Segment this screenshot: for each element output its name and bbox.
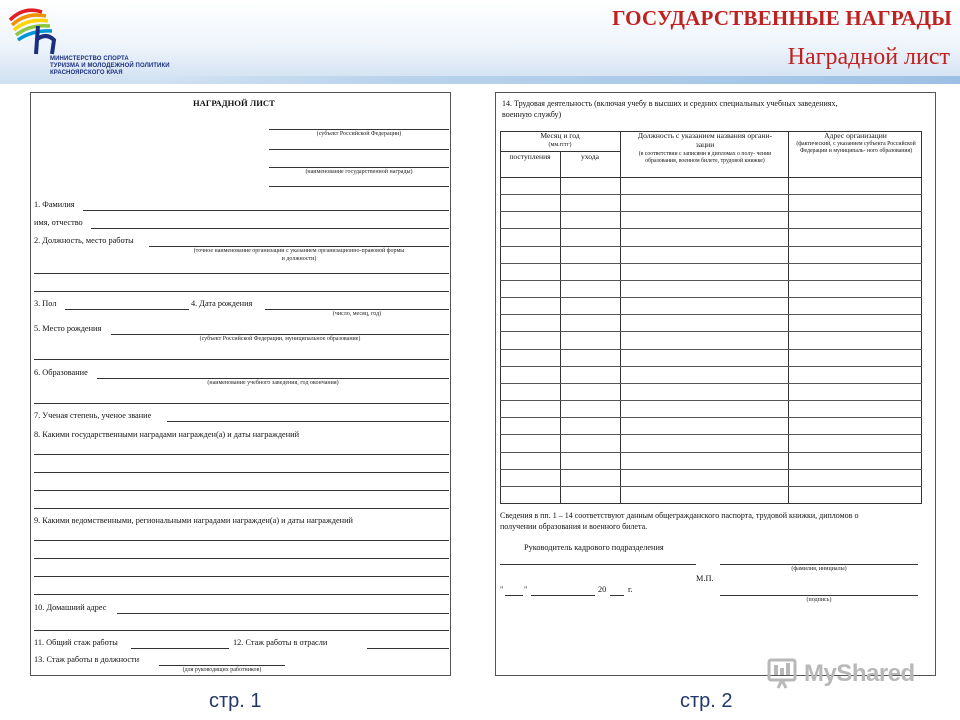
field-education-label: 6. Образование [34, 368, 88, 377]
table-row [500, 417, 922, 418]
position-exp-hint: (для руководящих работников) [182, 667, 262, 673]
hr-signature-line[interactable] [500, 564, 696, 565]
field-dept-awards-label: 9. Какими ведомственными, региональными наградами награжден(а) и даты награждений [34, 516, 353, 525]
date-month-line[interactable] [531, 595, 595, 596]
field-total-exp-line[interactable] [131, 648, 229, 649]
field-birthplace-label: 5. Место рождения [34, 324, 102, 333]
slide-title: ГОСУДАРСТВЕННЫЕ НАГРАДЫ [612, 6, 952, 30]
field-industry-exp-line[interactable] [367, 648, 449, 649]
field-work-history-label-2: военную службу) [502, 110, 562, 119]
field-state-awards-label: 8. Какими государственными наградами награжден(а) и даты награждений [34, 430, 300, 439]
birthdate-hint: (число, месяц, год) [332, 311, 382, 317]
form-line[interactable] [34, 630, 449, 631]
col-address: Адрес организации [824, 131, 887, 140]
logo-emblem-icon [8, 4, 68, 56]
form-line[interactable] [34, 540, 449, 541]
form-line[interactable] [34, 291, 449, 292]
field-position-line[interactable] [149, 246, 449, 247]
page-2-caption: стр. 2 [680, 690, 733, 712]
field-degree-label: 7. Ученая степень, ученое звание [34, 411, 152, 420]
form-line[interactable] [34, 273, 449, 274]
date-day-line[interactable] [505, 595, 523, 596]
education-hint: (наименование учебного заведения, год окончания) [207, 380, 339, 386]
watermark-text: MyShared [804, 660, 915, 687]
table-row [500, 194, 922, 195]
col-month-year: Месяц и год [540, 131, 580, 140]
field-work-history-label: 14. Трудовая деятельность (включая учебу в высших и средних специальных учебных заведениях, [502, 99, 838, 108]
field-name-label: имя, отчество [34, 218, 83, 227]
hr-head-label: Руководитель кадрового подразделения [524, 543, 664, 552]
slide-subtitle: Наградной лист [787, 44, 950, 70]
form-line [269, 167, 449, 168]
date-close-quote: " [524, 585, 528, 594]
field-sex-label: 3. Пол [34, 299, 57, 308]
field-birthdate-line[interactable] [265, 309, 449, 310]
table-row [500, 246, 922, 247]
form-line [269, 129, 449, 130]
field-total-exp-label: 11. Общий стаж работы [34, 638, 118, 647]
table-row [500, 434, 922, 435]
page-1-caption: стр. 1 [209, 690, 262, 712]
name-hint: (фамилия, инициалы) [791, 566, 847, 572]
subject-hint: (субъект Российской Федерации) [316, 131, 402, 137]
col-start: поступления [509, 152, 551, 161]
table-row [500, 400, 922, 401]
form-line[interactable] [34, 594, 449, 595]
birthplace-hint: (субъект Российской Федерации, муниципальное образование) [199, 336, 361, 342]
col-position: Должность с указанием названия органи- [637, 131, 773, 140]
table-row [500, 469, 922, 470]
field-name-line[interactable] [91, 228, 449, 229]
certification-note-2: получении образования и военного билета. [500, 522, 648, 531]
hr-name-line[interactable] [720, 564, 918, 565]
form-line[interactable] [34, 472, 449, 473]
field-position-label: 2. Должность, место работы [34, 236, 134, 245]
table-row [500, 452, 922, 453]
table-row [500, 211, 922, 212]
field-birthplace-line[interactable] [111, 334, 449, 335]
col-address-hint: (фактический, с указанием субъекта Российской Федерации и муниципаль- ного образования) [796, 141, 916, 154]
table-row [500, 280, 922, 281]
form-page-2 [495, 92, 936, 676]
award-hint: (наименование государственной награды) [305, 169, 413, 175]
form-page-1 [30, 92, 451, 676]
table-row [500, 349, 922, 350]
watermark [766, 654, 926, 692]
position-hint-1: (точное наименование организации с указанием организационно-правовой формы [193, 248, 405, 254]
form-line[interactable] [34, 576, 449, 577]
stamp-label: М.П. [696, 574, 714, 583]
form-line[interactable] [34, 508, 449, 509]
field-surname-label: 1. Фамилия [34, 200, 75, 209]
logo-line-1: МИНИСТЕРСТВО СПОРТА [50, 56, 129, 62]
presentation-icon [766, 654, 802, 690]
field-sex-line[interactable] [65, 309, 189, 310]
signature-line[interactable] [720, 595, 918, 596]
table-row [500, 314, 922, 315]
field-address-line[interactable] [117, 613, 449, 614]
date-year-suffix: г. [628, 585, 633, 594]
col-position-hint: (в соответствии с записями в дипломах о полу- чении образования, военном билете, трудовой книжке) [638, 151, 772, 164]
table-row [500, 503, 922, 504]
header-accent-band [150, 76, 960, 84]
table-row [500, 228, 922, 229]
table-row [500, 297, 922, 298]
table-row [500, 263, 922, 264]
col-end: ухода [580, 152, 600, 161]
slide-header [0, 0, 960, 84]
field-education-line[interactable] [97, 378, 449, 379]
form-line[interactable] [34, 359, 449, 360]
position-hint-2: и должности) [281, 256, 317, 262]
table-row [500, 383, 922, 384]
date-open-quote: " [500, 585, 504, 594]
table-row [500, 366, 922, 367]
form-title: НАГРАДНОЙ ЛИСТ [193, 98, 275, 108]
form-line[interactable] [34, 403, 449, 404]
field-address-label: 10. Домашний адрес [34, 603, 107, 612]
col-position-2: зации [695, 140, 715, 149]
form-line [269, 149, 449, 150]
logo-line-3: КРАСНОЯРСКОГО КРАЯ [50, 70, 123, 76]
logo-line-2: ТУРИЗМА И МОЛОДЕЖНОЙ ПОЛИТИКИ [50, 63, 170, 69]
table-row [500, 486, 922, 487]
date-year-prefix: 20 [598, 585, 607, 594]
table-row [500, 331, 922, 332]
certification-note: Сведения в пп. 1 – 14 соответствуют данным общегражданского паспорта, трудовой книжки, дипломов о [500, 511, 859, 520]
field-industry-exp-label: 12. Стаж работы в отрасли [233, 638, 328, 647]
work-history-table [500, 131, 922, 503]
form-line[interactable] [34, 490, 449, 491]
ministry-logo [8, 4, 170, 82]
signature-hint: (подпись) [806, 597, 832, 603]
date-year-line[interactable] [610, 595, 624, 596]
form-line [269, 186, 449, 187]
form-line[interactable] [34, 558, 449, 559]
field-position-exp-line[interactable] [159, 665, 285, 666]
col-month-year-format: (мм.гггг) [548, 142, 572, 148]
form-line[interactable] [34, 454, 449, 455]
field-surname-line[interactable] [83, 210, 449, 211]
field-position-exp-label: 13. Стаж работы в должности [34, 655, 140, 664]
field-birthdate-label: 4. Дата рождения [191, 299, 253, 308]
field-degree-line[interactable] [167, 421, 449, 422]
